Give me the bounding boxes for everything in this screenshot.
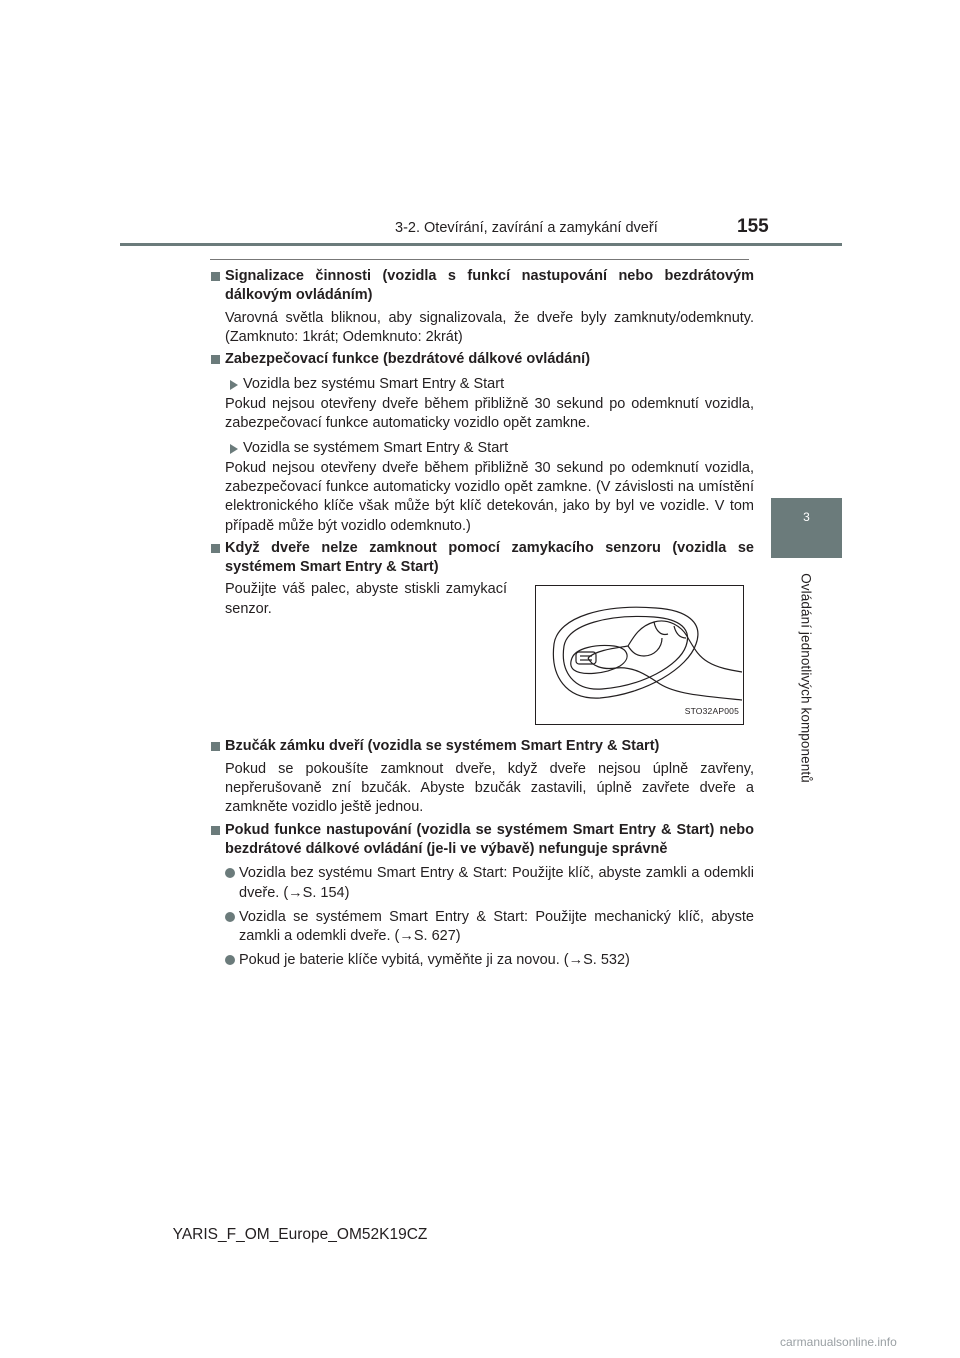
section-zabezpecovaci-funkce xyxy=(210,350,754,369)
section-title: Signalizace činnosti (vozidla s funkcí nastupování nebo bezdrátovým dálkovým ovládáním) xyxy=(225,268,754,304)
section-zamykaci-senzor xyxy=(210,539,754,726)
content-rule xyxy=(210,259,749,260)
chapter-tab xyxy=(771,498,842,558)
page-content xyxy=(210,264,754,971)
bullet-text: Vozidla se systémem Smart Entry & Start: Použijte mechanický klíč, abyste zamkli a odemkli dveře. (→S. 627) xyxy=(239,908,754,945)
square-bullet-icon xyxy=(211,272,220,281)
header-section-title: 3-2. Otevírání, zavírání a zamykání dveří xyxy=(395,220,658,236)
chapter-number: 3 xyxy=(803,510,810,524)
section-text: Použijte váš palec, abyste stiskli zamykací senzor. xyxy=(225,581,507,617)
bullet-text: Vozidla bez systému Smart Entry & Start: Použijte klíč, abyste zamkli a odemkli dveře. (→S. 154) xyxy=(239,865,754,901)
chapter-side-title-text: Ovládání jednotlivých komponentů xyxy=(798,573,814,783)
section-title: Když dveře nelze zamknout pomocí zamykacího senzoru (vozidla se systémem Smart Entry & Start) xyxy=(225,539,754,576)
triangle-bullet-icon xyxy=(230,444,238,454)
figure-row xyxy=(225,580,754,725)
bullet-text: Pokud je baterie klíče vybitá, vyměňte ji za novou. (→S. 532) xyxy=(239,952,630,969)
page-number: 155 xyxy=(737,216,769,237)
bullet-item xyxy=(225,908,754,947)
subsection-body xyxy=(210,395,754,434)
subsection-without-smart-entry xyxy=(210,375,754,394)
round-bullet-icon xyxy=(225,912,235,922)
door-handle-illustration xyxy=(535,585,744,725)
section-text: Varovná světla bliknou, aby signalizovala, že dveře byly zamknuty/odemknuty. (Zamknuto: 1krát; Odemknuto: 2krát) xyxy=(225,309,754,345)
subsection-body xyxy=(210,459,754,536)
round-bullet-icon xyxy=(225,955,235,965)
subsection-label: Vozidla bez systému Smart Entry & Start xyxy=(243,376,505,393)
section-text: Pokud se pokoušíte zamknout dveře, když dveře nejsou úplně zavřeny, nepřerušovaně zní bzučák. Abyste bzučák zastavili, úplně zavřete dveře a zamkněte vozidlo ještě jednou. xyxy=(225,760,754,816)
section-title: Zabezpečovací funkce (bezdrátové dálkové ovládání) xyxy=(225,351,591,368)
section-title: Pokud funkce nastupování (vozidla se systémem Smart Entry & Start) nebo bezdrátové dálkové ovládání (je-li ve výbavě) nefunguje správně xyxy=(225,821,754,857)
subsection-text: Pokud nejsou otevřeny dveře během přibližně 30 sekund po odemknutí vozidla, zabezpečovací funkce automaticky vozidlo opět zamkne. (V závislosti na umístění elektronického klíče však může být klíč detekován, jako by byl ve vozidle. V tom případě může být vozidlo odemknuto.) xyxy=(225,459,754,534)
figure-code: STO32AP005 xyxy=(684,706,739,717)
round-bullet-icon xyxy=(225,868,235,878)
square-bullet-icon xyxy=(211,826,220,835)
bullet-item xyxy=(225,864,754,903)
page-footer xyxy=(0,1226,960,1244)
bullet-item xyxy=(225,951,754,970)
square-bullet-icon xyxy=(211,355,220,364)
square-bullet-icon xyxy=(211,742,220,751)
subsection-with-smart-entry xyxy=(210,439,754,458)
triangle-bullet-icon xyxy=(230,380,238,390)
section-nefunguje-spravne xyxy=(210,821,754,971)
watermark: carmanualsonline.info xyxy=(780,1335,897,1349)
section-title: Bzučák zámku dveří (vozidla se systémem Smart Entry & Start) xyxy=(225,738,660,755)
subsection-text: Pokud nejsou otevřeny dveře během přibližně 30 sekund po odemknutí vozidla, zabezpečovací funkce automaticky vozidlo opět zamkne. xyxy=(225,395,754,432)
section-bzucak xyxy=(210,737,754,817)
header-rule xyxy=(120,243,842,246)
subsection-label: Vozidla se systémem Smart Entry & Start xyxy=(243,440,509,457)
section-signalizace xyxy=(210,267,754,347)
footer-document-id: YARIS_F_OM_Europe_OM52K19CZ xyxy=(172,1226,428,1243)
square-bullet-icon xyxy=(211,544,220,553)
